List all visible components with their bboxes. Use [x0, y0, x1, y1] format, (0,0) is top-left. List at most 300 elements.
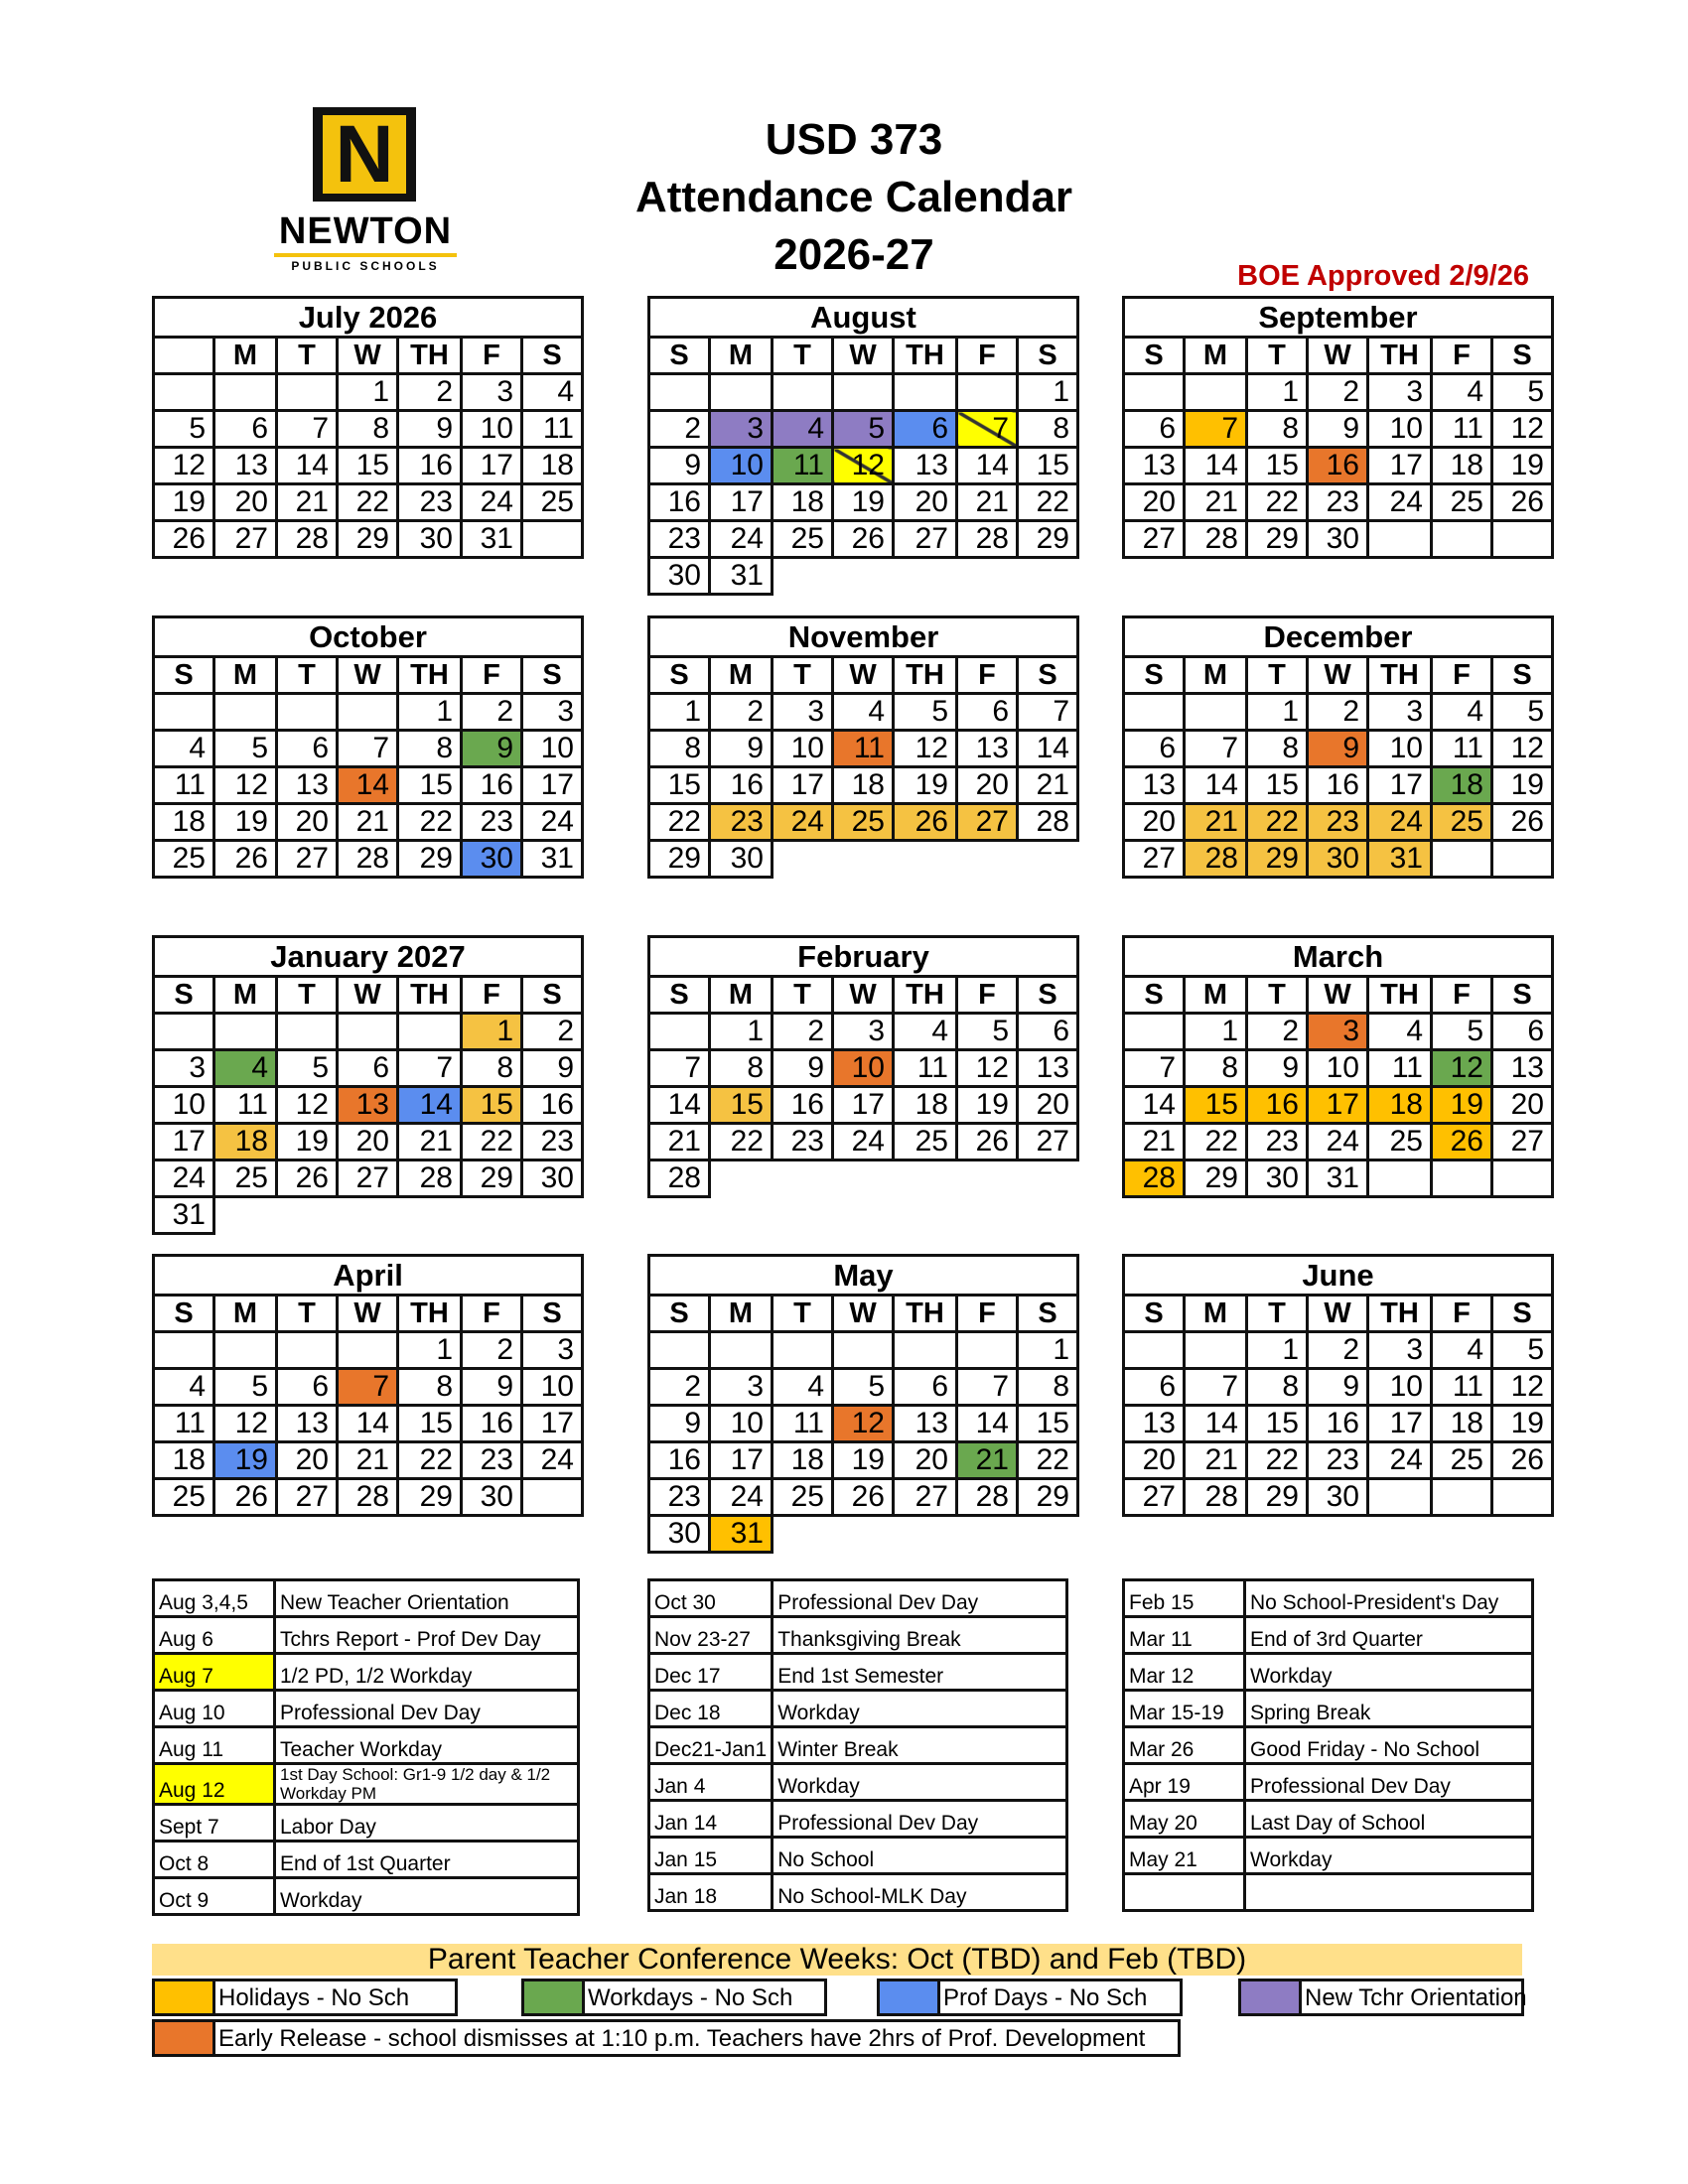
legend-label: Early Release - school dismisses at 1:10 p.m. Teachers have 2hrs of Prof. Development — [218, 2025, 1146, 2052]
day-cell: 30 — [462, 1479, 522, 1516]
day-cell: 23 — [1308, 804, 1368, 841]
day-cell: 7 — [957, 411, 1018, 448]
day-cell: 9 — [710, 731, 773, 767]
day-cell: 22 — [1018, 1442, 1078, 1479]
event-description: Workday — [1245, 1838, 1533, 1874]
day-cell: 30 — [649, 1516, 710, 1553]
day-cell: 17 — [1368, 1406, 1432, 1442]
weekday-header: M — [710, 1296, 773, 1332]
weekday-header: TH — [398, 657, 462, 694]
day-cell: 19 — [214, 1442, 277, 1479]
event-date: Dec 18 — [649, 1691, 773, 1727]
empty-cell — [649, 1332, 710, 1369]
event-description: New Teacher Orientation — [275, 1580, 579, 1617]
day-cell: 24 — [710, 1479, 773, 1516]
day-cell: 24 — [1308, 1124, 1368, 1160]
day-cell: 7 — [398, 1050, 462, 1087]
empty-cell — [338, 1014, 398, 1050]
empty-cell — [773, 1516, 833, 1553]
day-cell: 13 — [1124, 767, 1185, 804]
empty-cell — [154, 694, 214, 731]
day-cell: 26 — [833, 1479, 894, 1516]
day-cell: 3 — [833, 1014, 894, 1050]
legend-swatch — [1241, 1981, 1302, 2013]
event-description: End of 1st Quarter — [275, 1842, 579, 1878]
day-cell: 17 — [154, 1124, 214, 1160]
day-cell: 7 — [277, 411, 338, 448]
event-description: Professional Dev Day — [1245, 1764, 1533, 1801]
day-cell: 3 — [773, 694, 833, 731]
day-cell: 18 — [833, 767, 894, 804]
event-description: Workday — [773, 1691, 1067, 1727]
day-cell: 1 — [1247, 1332, 1308, 1369]
empty-cell — [1492, 521, 1553, 558]
event-description — [1245, 1874, 1533, 1911]
day-cell: 25 — [894, 1124, 957, 1160]
day-cell: 30 — [1247, 1160, 1308, 1197]
day-cell: 15 — [649, 767, 710, 804]
month-table — [647, 1294, 1079, 1554]
day-cell: 8 — [1247, 731, 1308, 767]
day-cell: 11 — [1432, 731, 1492, 767]
day-cell: 12 — [214, 1406, 277, 1442]
empty-cell — [1492, 1479, 1553, 1516]
event-row — [154, 1727, 579, 1764]
day-cell: 5 — [957, 1014, 1018, 1050]
day-cell: 21 — [338, 804, 398, 841]
day-cell: 20 — [214, 484, 277, 521]
event-row — [649, 1764, 1067, 1801]
event-date: Aug 12 — [154, 1764, 275, 1805]
event-row — [154, 1878, 579, 1915]
empty-cell — [277, 1197, 338, 1234]
day-cell: 6 — [277, 1369, 338, 1406]
month-8 — [1122, 935, 1554, 1198]
day-cell: 16 — [398, 448, 462, 484]
day-cell: 18 — [1432, 1406, 1492, 1442]
weekday-header: S — [1018, 338, 1078, 374]
weekday-header: W — [833, 1296, 894, 1332]
month-10 — [647, 1254, 1079, 1554]
day-cell: 26 — [894, 804, 957, 841]
day-cell: 14 — [649, 1087, 710, 1124]
weekday-header: F — [1432, 338, 1492, 374]
day-cell: 18 — [773, 484, 833, 521]
day-cell: 13 — [1124, 1406, 1185, 1442]
weekday-header: T — [773, 657, 833, 694]
day-cell: 13 — [277, 1406, 338, 1442]
day-cell: 6 — [957, 694, 1018, 731]
day-cell: 16 — [522, 1087, 583, 1124]
day-cell: 12 — [214, 767, 277, 804]
weekday-header: M — [710, 338, 773, 374]
empty-cell — [214, 374, 277, 411]
empty-cell — [1018, 1160, 1078, 1197]
weekday-header: W — [338, 338, 398, 374]
weekday-header: S — [522, 977, 583, 1014]
empty-cell — [833, 1160, 894, 1197]
day-cell: 15 — [398, 1406, 462, 1442]
day-cell: 28 — [957, 1479, 1018, 1516]
event-row — [649, 1874, 1067, 1911]
event-description: No School — [773, 1838, 1067, 1874]
month-table — [152, 975, 584, 1235]
event-date: Mar 12 — [1124, 1654, 1245, 1691]
day-cell: 5 — [1492, 694, 1553, 731]
empty-cell — [522, 1197, 583, 1234]
empty-cell — [214, 1197, 277, 1234]
weekday-header: S — [649, 1296, 710, 1332]
empty-cell — [773, 841, 833, 878]
legend-label: Workdays - No Sch — [588, 1984, 793, 2011]
empty-cell — [773, 1160, 833, 1197]
day-cell: 5 — [1432, 1014, 1492, 1050]
day-cell: 19 — [1492, 767, 1553, 804]
day-cell: 26 — [154, 521, 214, 558]
weekday-header: F — [462, 338, 522, 374]
day-cell: 21 — [398, 1124, 462, 1160]
day-cell: 23 — [462, 804, 522, 841]
weekday-header: F — [957, 977, 1018, 1014]
day-cell: 15 — [710, 1087, 773, 1124]
empty-cell — [338, 1197, 398, 1234]
event-description: No School-MLK Day — [773, 1874, 1067, 1911]
weekday-header: S — [1018, 657, 1078, 694]
day-cell: 17 — [773, 767, 833, 804]
day-cell: 3 — [522, 1332, 583, 1369]
day-cell: 16 — [462, 1406, 522, 1442]
weekday-header: S — [1492, 338, 1553, 374]
day-cell: 26 — [1432, 1124, 1492, 1160]
day-cell: 27 — [957, 804, 1018, 841]
day-cell: 31 — [1308, 1160, 1368, 1197]
day-cell: 1 — [710, 1014, 773, 1050]
event-description: Professional Dev Day — [773, 1580, 1067, 1617]
weekday-header: T — [277, 338, 338, 374]
day-cell: 23 — [773, 1124, 833, 1160]
month-title: May — [647, 1254, 1079, 1294]
day-cell: 9 — [773, 1050, 833, 1087]
event-date: Dec21-Jan1 — [649, 1727, 773, 1764]
day-cell: 23 — [649, 521, 710, 558]
day-cell: 11 — [154, 1406, 214, 1442]
day-cell: 1 — [338, 374, 398, 411]
day-cell: 22 — [710, 1124, 773, 1160]
day-cell: 25 — [1432, 1442, 1492, 1479]
event-list-0 — [152, 1578, 580, 1916]
day-cell: 18 — [154, 804, 214, 841]
day-cell: 28 — [277, 521, 338, 558]
empty-cell — [957, 841, 1018, 878]
day-cell: 10 — [710, 448, 773, 484]
day-cell: 1 — [462, 1014, 522, 1050]
day-cell: 3 — [154, 1050, 214, 1087]
event-row — [1124, 1691, 1533, 1727]
empty-cell — [154, 1014, 214, 1050]
day-cell: 24 — [1368, 1442, 1432, 1479]
empty-cell — [894, 374, 957, 411]
day-cell: 12 — [1492, 731, 1553, 767]
weekday-header: S — [1124, 1296, 1185, 1332]
day-cell: 16 — [1247, 1087, 1308, 1124]
day-cell: 27 — [1124, 1479, 1185, 1516]
day-cell: 23 — [1308, 1442, 1368, 1479]
event-description: Tchrs Report - Prof Dev Day — [275, 1617, 579, 1654]
day-cell: 2 — [710, 694, 773, 731]
weekday-header: F — [462, 1296, 522, 1332]
day-cell: 30 — [522, 1160, 583, 1197]
event-description: Professional Dev Day — [275, 1691, 579, 1727]
day-cell: 3 — [1308, 1014, 1368, 1050]
day-cell: 7 — [1185, 731, 1247, 767]
newton-logo — [266, 107, 465, 278]
month-2 — [1122, 296, 1554, 559]
empty-cell — [710, 374, 773, 411]
day-cell: 2 — [649, 411, 710, 448]
day-cell: 5 — [154, 411, 214, 448]
day-cell: 24 — [710, 521, 773, 558]
day-cell: 11 — [1432, 1369, 1492, 1406]
day-cell: 13 — [1492, 1050, 1553, 1087]
empty-cell — [773, 374, 833, 411]
event-row — [1124, 1727, 1533, 1764]
day-cell: 3 — [1368, 1332, 1432, 1369]
logo-subtitle: PUBLIC SCHOOLS — [291, 259, 440, 273]
month-title: March — [1122, 935, 1554, 975]
day-cell: 27 — [1124, 841, 1185, 878]
legend-swatch — [155, 2022, 215, 2054]
approval-note: BOE Approved 2/9/26 — [1237, 260, 1529, 292]
day-cell: 13 — [894, 1406, 957, 1442]
day-cell: 13 — [338, 1087, 398, 1124]
day-cell: 5 — [214, 731, 277, 767]
day-cell: 24 — [154, 1160, 214, 1197]
day-cell: 21 — [338, 1442, 398, 1479]
empty-cell — [338, 1332, 398, 1369]
day-cell: 8 — [338, 411, 398, 448]
day-cell: 19 — [833, 1442, 894, 1479]
event-date: Mar 26 — [1124, 1727, 1245, 1764]
event-row — [154, 1617, 579, 1654]
day-cell: 1 — [398, 1332, 462, 1369]
day-cell: 6 — [1018, 1014, 1078, 1050]
day-cell: 9 — [649, 1406, 710, 1442]
day-cell: 8 — [1018, 411, 1078, 448]
day-cell: 14 — [1185, 767, 1247, 804]
event-date: Apr 19 — [1124, 1764, 1245, 1801]
weekday-header: TH — [1368, 657, 1432, 694]
day-cell: 25 — [833, 804, 894, 841]
month-title: April — [152, 1254, 584, 1294]
day-cell: 20 — [1124, 804, 1185, 841]
day-cell: 21 — [1185, 804, 1247, 841]
legend-item — [152, 1979, 458, 2016]
day-cell: 16 — [773, 1087, 833, 1124]
day-cell: 1 — [398, 694, 462, 731]
day-cell: 4 — [773, 1369, 833, 1406]
empty-cell — [649, 1014, 710, 1050]
day-cell: 3 — [462, 374, 522, 411]
event-row — [649, 1580, 1067, 1617]
day-cell: 21 — [1124, 1124, 1185, 1160]
day-cell: 3 — [1368, 694, 1432, 731]
weekday-header — [154, 338, 214, 374]
month-1 — [647, 296, 1079, 596]
day-cell: 9 — [462, 1369, 522, 1406]
day-cell: 14 — [1124, 1087, 1185, 1124]
day-cell: 31 — [522, 841, 583, 878]
day-cell: 6 — [277, 731, 338, 767]
event-description: Labor Day — [275, 1805, 579, 1842]
day-cell: 20 — [277, 804, 338, 841]
empty-cell — [214, 694, 277, 731]
day-cell: 26 — [1492, 484, 1553, 521]
day-cell: 7 — [1185, 1369, 1247, 1406]
empty-cell — [957, 1332, 1018, 1369]
event-description: Workday — [275, 1878, 579, 1915]
day-cell: 19 — [154, 484, 214, 521]
day-cell: 27 — [277, 1479, 338, 1516]
legend-item — [521, 1979, 827, 2016]
event-row — [154, 1805, 579, 1842]
day-cell: 5 — [1492, 374, 1553, 411]
weekday-header: TH — [1368, 1296, 1432, 1332]
day-cell: 7 — [1018, 694, 1078, 731]
day-cell: 9 — [398, 411, 462, 448]
day-cell: 25 — [773, 1479, 833, 1516]
month-3 — [152, 615, 584, 879]
day-cell: 6 — [1124, 411, 1185, 448]
day-cell: 9 — [1308, 411, 1368, 448]
day-cell: 15 — [462, 1087, 522, 1124]
day-cell: 8 — [649, 731, 710, 767]
day-cell: 10 — [462, 411, 522, 448]
empty-cell — [277, 1014, 338, 1050]
day-cell: 29 — [1018, 521, 1078, 558]
event-date: Oct 9 — [154, 1878, 275, 1915]
day-cell: 29 — [1247, 841, 1308, 878]
day-cell: 23 — [462, 1442, 522, 1479]
empty-cell — [277, 374, 338, 411]
event-row — [649, 1838, 1067, 1874]
weekday-header: F — [1432, 1296, 1492, 1332]
month-title: September — [1122, 296, 1554, 336]
day-cell: 20 — [1018, 1087, 1078, 1124]
empty-cell — [522, 521, 583, 558]
event-row — [154, 1842, 579, 1878]
weekday-header: TH — [398, 338, 462, 374]
day-cell: 10 — [154, 1087, 214, 1124]
empty-cell — [894, 841, 957, 878]
day-cell: 27 — [894, 1479, 957, 1516]
empty-cell — [1185, 694, 1247, 731]
day-cell: 16 — [649, 484, 710, 521]
day-cell: 11 — [773, 448, 833, 484]
event-date: Mar 11 — [1124, 1617, 1245, 1654]
empty-cell — [710, 1332, 773, 1369]
day-cell: 10 — [833, 1050, 894, 1087]
day-cell: 22 — [1185, 1124, 1247, 1160]
weekday-header: T — [1247, 657, 1308, 694]
day-cell: 22 — [649, 804, 710, 841]
empty-cell — [277, 694, 338, 731]
event-row — [1124, 1801, 1533, 1838]
month-table — [1122, 336, 1554, 559]
event-date: Aug 10 — [154, 1691, 275, 1727]
day-cell: 4 — [1368, 1014, 1432, 1050]
event-date: Nov 23-27 — [649, 1617, 773, 1654]
weekday-header: TH — [1368, 338, 1432, 374]
weekday-header: F — [957, 657, 1018, 694]
empty-cell — [1124, 374, 1185, 411]
day-cell: 15 — [1018, 1406, 1078, 1442]
event-row — [1124, 1838, 1533, 1874]
day-cell: 7 — [338, 731, 398, 767]
day-cell: 4 — [894, 1014, 957, 1050]
day-cell: 28 — [649, 1160, 710, 1197]
day-cell: 8 — [1247, 1369, 1308, 1406]
day-cell: 19 — [1432, 1087, 1492, 1124]
month-7 — [647, 935, 1079, 1198]
day-cell: 27 — [214, 521, 277, 558]
month-5 — [1122, 615, 1554, 879]
weekday-header: F — [462, 657, 522, 694]
weekday-header: F — [1432, 977, 1492, 1014]
day-cell: 24 — [522, 804, 583, 841]
weekday-header: M — [710, 977, 773, 1014]
day-cell: 9 — [1308, 731, 1368, 767]
empty-cell — [214, 1332, 277, 1369]
day-cell: 1 — [1247, 374, 1308, 411]
month-0 — [152, 296, 584, 559]
day-cell: 14 — [398, 1087, 462, 1124]
day-cell: 27 — [1018, 1124, 1078, 1160]
day-cell: 27 — [277, 841, 338, 878]
legend-item — [152, 2019, 1181, 2057]
day-cell: 12 — [1432, 1050, 1492, 1087]
day-cell: 29 — [1247, 1479, 1308, 1516]
event-description: 1st Day School: Gr1-9 1/2 day & 1/2 Workday PM — [275, 1764, 579, 1805]
day-cell: 18 — [522, 448, 583, 484]
event-row — [649, 1617, 1067, 1654]
day-cell: 26 — [277, 1160, 338, 1197]
empty-cell — [1018, 1516, 1078, 1553]
month-table — [1122, 1294, 1554, 1517]
day-cell: 26 — [957, 1124, 1018, 1160]
day-cell: 4 — [214, 1050, 277, 1087]
weekday-header: M — [214, 338, 277, 374]
month-table — [1122, 655, 1554, 879]
weekday-header: F — [462, 977, 522, 1014]
day-cell: 15 — [1247, 767, 1308, 804]
day-cell: 26 — [1492, 804, 1553, 841]
day-cell: 22 — [462, 1124, 522, 1160]
day-cell: 17 — [1308, 1087, 1368, 1124]
title-line-district: USD 373 — [765, 115, 943, 164]
empty-cell — [1185, 1332, 1247, 1369]
day-cell: 27 — [1492, 1124, 1553, 1160]
day-cell: 25 — [1432, 804, 1492, 841]
day-cell: 3 — [1368, 374, 1432, 411]
day-cell: 25 — [1368, 1124, 1432, 1160]
day-cell: 21 — [957, 1442, 1018, 1479]
event-row — [1124, 1764, 1533, 1801]
day-cell: 28 — [338, 841, 398, 878]
event-description: 1/2 PD, 1/2 Workday — [275, 1654, 579, 1691]
day-cell: 10 — [1368, 411, 1432, 448]
day-cell: 11 — [833, 731, 894, 767]
legend-label: Prof Days - No Sch — [943, 1984, 1148, 2011]
